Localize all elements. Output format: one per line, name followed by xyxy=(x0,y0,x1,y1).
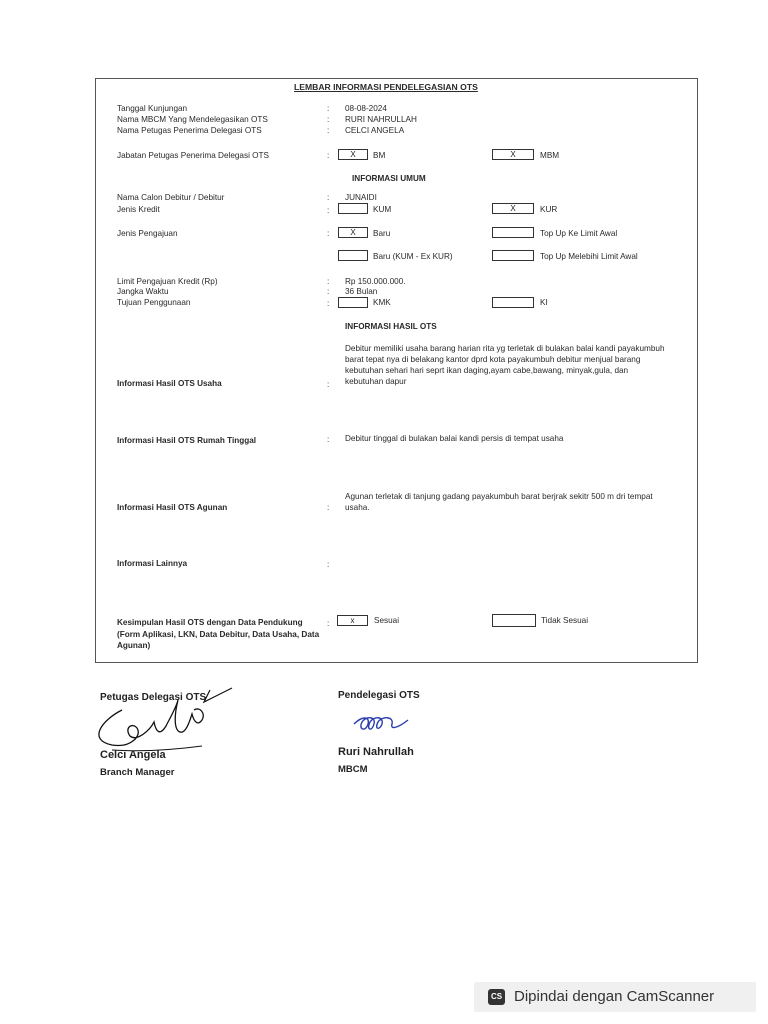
pengajuan-baru-kum-checkbox[interactable] xyxy=(338,250,368,261)
pengajuan-topup-label: Top Up Ke Limit Awal xyxy=(540,229,618,238)
jabatan-bm-label: BM xyxy=(373,151,386,160)
left-signer-name: Celci Angela xyxy=(100,749,166,761)
colon: : xyxy=(327,287,330,296)
usaha-text: Debitur memiliki usaha barang harian rita yg terletak di bulakan balai kandi payakumbuh barat tepat nya di belakang kantor dprd kota payakumbuh debitur menjual barang kebutuhan sehari hari seprt ikan daging,ayam cabe,bawang, minyak,gula, dan kebutuhan dapur xyxy=(345,344,665,386)
debitur-label: Nama Calon Debitur / Debitur xyxy=(117,193,225,202)
petugas-delegasi-heading: Petugas Delegasi OTS xyxy=(100,692,207,703)
colon: : xyxy=(327,104,330,113)
lainnya-label: Informasi Lainnya xyxy=(117,559,188,568)
colon: : xyxy=(327,151,330,160)
kredit-kur-label: KUR xyxy=(540,205,558,214)
rumah-label: Informasi Hasil OTS Rumah Tinggal xyxy=(117,436,257,445)
kredit-label: Jenis Kredit xyxy=(117,205,160,214)
kredit-kum-checkbox[interactable] xyxy=(338,203,368,214)
agunan-label: Informasi Hasil OTS Agunan xyxy=(117,503,228,512)
pengajuan-baru-checkbox[interactable]: X xyxy=(338,227,368,238)
kredit-kur-checkbox[interactable]: X xyxy=(492,203,534,214)
tanggal-label: Tanggal Kunjungan xyxy=(117,104,188,113)
limit-value: Rp 150.000.000. xyxy=(345,277,406,286)
limit-label: Limit Pengajuan Kredit (Rp) xyxy=(117,277,218,286)
colon: : xyxy=(327,277,330,286)
camscanner-logo-icon: CS xyxy=(488,989,505,1005)
jangka-value: 36 Bulan xyxy=(345,287,378,296)
pengajuan-baru-kum-label: Baru (KUM - Ex KUR) xyxy=(373,252,453,261)
kredit-kum-label: KUM xyxy=(373,205,392,214)
colon: : xyxy=(327,126,330,135)
mbcm-value: RURI NAHRULLAH xyxy=(345,115,417,124)
colon: : xyxy=(327,619,330,628)
right-signer-name: Ruri Nahrullah xyxy=(338,746,414,758)
jangka-label: Jangka Waktu xyxy=(117,287,169,296)
tujuan-kmk-checkbox[interactable] xyxy=(338,297,368,308)
form-title: LEMBAR INFORMASI PENDELEGASIAN OTS xyxy=(294,82,478,92)
colon: : xyxy=(327,435,330,444)
colon: : xyxy=(327,206,330,215)
tujuan-ki-checkbox[interactable] xyxy=(492,297,534,308)
tanggal-value: 08-08-2024 xyxy=(345,104,387,113)
pendelegasi-heading: Pendelegasi OTS xyxy=(338,690,420,701)
pengajuan-baru-label: Baru xyxy=(373,229,391,238)
kesimpulan-sub: (Form Aplikasi, LKN, Data Debitur, Data Usaha, Data Agunan) xyxy=(117,630,320,650)
colon: : xyxy=(327,229,330,238)
pengajuan-label: Jenis Pengajuan xyxy=(117,229,178,238)
colon: : xyxy=(327,380,330,389)
kesimpulan-label: Kesimpulan Hasil OTS dengan Data Pendukung xyxy=(117,618,303,627)
pengajuan-topup-melebihi-checkbox[interactable] xyxy=(492,250,534,261)
camscanner-banner xyxy=(474,982,756,1012)
mbcm-label: Nama MBCM Yang Mendelegasikan OTS xyxy=(117,115,268,124)
tujuan-kmk-label: KMK xyxy=(373,298,391,307)
tujuan-label: Tujuan Penggunaan xyxy=(117,298,191,307)
petugas-label: Nama Petugas Penerima Delegasi OTS xyxy=(117,126,262,135)
right-signer-role: MBCM xyxy=(338,764,368,775)
pengajuan-topup-melebihi-label: Top Up Melebihi Limit Awal xyxy=(540,252,638,261)
colon: : xyxy=(327,115,330,124)
sesuai-checkbox[interactable]: x xyxy=(337,615,368,626)
colon: : xyxy=(327,503,330,512)
jabatan-label: Jabatan Petugas Penerima Delegasi OTS xyxy=(117,151,270,160)
left-signer-role: Branch Manager xyxy=(100,767,175,778)
sesuai-label: Sesuai xyxy=(374,616,400,625)
debitur-value: JUNAIDI xyxy=(345,193,377,202)
tidak-sesuai-label: Tidak Sesuai xyxy=(541,616,589,625)
colon: : xyxy=(327,193,330,202)
jabatan-bm-checkbox[interactable]: X xyxy=(338,149,368,160)
petugas-value: CELCI ANGELA xyxy=(345,126,405,135)
usaha-label: Informasi Hasil OTS Usaha xyxy=(117,379,222,388)
jabatan-mbm-checkbox[interactable]: X xyxy=(492,149,534,160)
rumah-text: Debitur tinggal di bulakan balai kandi persis di tempat usaha xyxy=(345,434,564,443)
tujuan-ki-label: KI xyxy=(540,298,548,307)
pengajuan-topup-checkbox[interactable] xyxy=(492,227,534,238)
tidak-sesuai-checkbox[interactable] xyxy=(492,614,536,627)
signature-ruri xyxy=(352,712,412,736)
informasi-hasil-heading: INFORMASI HASIL OTS xyxy=(345,322,437,331)
agunan-text: Agunan terletak di tanjung gadang payakumbuh barat berjrak sekitr 500 m dri tempat usaha. xyxy=(345,492,653,512)
jabatan-mbm-label: MBM xyxy=(540,151,560,160)
informasi-umum-heading: INFORMASI UMUM xyxy=(352,174,426,183)
colon: : xyxy=(327,560,330,569)
colon: : xyxy=(327,299,330,308)
camscanner-text: Dipindai dengan CamScanner xyxy=(514,988,715,1005)
